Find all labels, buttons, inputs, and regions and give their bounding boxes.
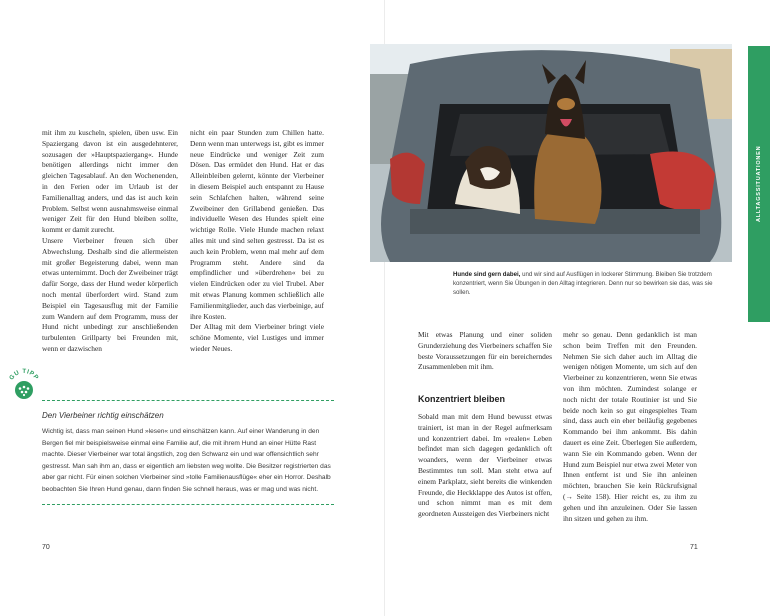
- left-column-2: [190, 128, 324, 355]
- caption-bold: Hunde sind gern dabei,: [453, 271, 521, 278]
- right-column-1-body: [418, 412, 552, 520]
- gu-tip-box: [42, 400, 334, 505]
- tip-top-divider: [42, 400, 334, 401]
- paragraph: Unsere Vierbeiner freuen sich über Abwechslung. Deshalb sind die allermeisten mit großer Begeisterung dabei, wenn man etwas unternimmt. Doch der Zweibeiner trägt dafür Sorge, dass der Hund weder körperlich noch mental überfordert wird. Stand zum Beispiel ein Tagesausflug mit der Familie zum Wandern auf dem Programm, muss der Hund nicht unbedingt zur anschließenden turbulenten Grillparty bei Freunden mit, wenn er dazwischen: [42, 235, 178, 353]
- svg-text:GU TIPP: [8, 368, 40, 382]
- paragraph: mit ihm zu kuscheln, spielen, üben usw. Ein Spaziergang davon ist ein ausgedehnterer, sozusagen der »Hauptspaziergang«. Hunde benötigen allerdings nicht immer den gleichen Tagesablauf. An den Wochenenden, in den Ferien oder im Urlaub ist der Familienalltag anders, und das ist auch kein Problem. Selbst wenn ausnahmsweise einmal weniger Zeit für den Hund bleiben sollte, kommt er damit zurecht.: [42, 128, 178, 235]
- gu-tipp-label: GU TIPP: [8, 367, 40, 382]
- right-column-2: [563, 330, 697, 524]
- page-number-left: 70: [42, 544, 50, 551]
- car-trunk-dogs-photo: [370, 44, 732, 262]
- caption-text: und wir sind auf Ausflügen in lockerer Stimmung. Bleiben Sie trotzdem konzentriert, wenn Sie Übungen in den Alltag integrieren. Denn nur so bewirken sie das, was sie sollen.: [453, 271, 713, 297]
- section-tab-label: ALLTAGSSITUATIONEN: [756, 145, 762, 223]
- tip-title: Den Vierbeiner richtig einschätzen: [42, 411, 164, 420]
- paragraph: mehr so genau. Denn gedanklich ist man schon beim Treffen mit den Freunden. Nehmen Sie sich daher auch im Alltag die wenigen nötigen Momente, um sich auf den Vierbeiner zu konzentrieren, wenn Sie etwas von ihm möchten. Zumindest solange er noch nicht der totale Routinier ist und Sie beide noch kein so gut eingespieltes Team sind, dass auch ein eher beiläufig gegebenes Kommando bei ihm ankommt. Bis dahin dauert es eine Zeit. Überlegen Sie außerdem, wann Sie ein Kommando geben. Wenn der Hund zum Beispiel nur etwa zwei Meter von Ihnen entfernt ist und Sie ihn anleinen möchten, brauchen Sie kein Rückrufsignal (→ Seite 158). Hier reicht es, zu ihm zu gehen und ihn anzuleinen. Oder Sie lassen ihn sitzen und gehen zu ihm.: [563, 330, 697, 523]
- photo-caption: [453, 270, 723, 298]
- right-column-1-intro: [418, 330, 552, 373]
- tip-bottom-divider: [42, 504, 334, 505]
- left-column-1: [42, 128, 178, 355]
- paragraph: nicht ein paar Stunden zum Chillen hatte. Denn wenn man unterwegs ist, gibt es immer neue Eindrücke und weniger Zeit zum Dösen. Das ermüdet den Hund. Hat er das Alleinbleiben gelernt, könnte der Vierbeiner in diesem Beispiel auch entspannt zu Hause sein Schlafchen halten, während seine Zweibeiner den Grillabend genießen. Das individuelle Wesen des Hundes spielt eine wichtige Rolle. Viele Hunde machen relaxt alles mit und sind selten gestresst. Da ist es auch kein Problem, wenn mal mehr auf dem Programm steht. Andere sind da empfindlicher und »überdrehen« bei zu vielen Eindrücken oder zu viel Trubel. Aber mit etwas Planung kommen schließlich alle Familienmitglieder, auch das vierbeinige, auf ihre Kosten.: [190, 128, 324, 321]
- gu-tipp-badge-icon: [6, 366, 42, 402]
- section-heading: Konzentriert bleiben: [418, 394, 506, 404]
- paragraph: Sobald man mit dem Hund bewusst etwas trainiert, ist man in der Regel aufmerksam und konzentriert dabei. Im »realen« Leben befindet man sich dagegen gedanklich oft woanders, wenn der Vierbeiner etwas Bestimmtes tun soll. Man steht etwa auf einem Parkplatz, sieht bereits die winkenden Freunde, die Heckklappe des Autos ist offen, und schon nimmt man es mit dem geordneten Aussteigen des Vierbeiners nicht: [418, 412, 552, 519]
- page-number-right: 71: [690, 544, 698, 551]
- paragraph: Der Alltag mit dem Vierbeiner bringt viele schöne Momente, viel Lustiges und immer wieder Neues.: [190, 322, 324, 353]
- tip-text: Wichtig ist, dass man seinen Hund »lesen« und einschätzen kann. Auf einer Wanderung in den Bergen fiel mir beispielsweise einmal eine Familie auf, die mit ihrem Hund an einer Hütte Rast machte. Dieser Vierbeiner war total ängstlich, zog den Schwanz ein und war offensichtlich sehr gestresst. Man sah ihm an, dass er eigentlich am liebsten weg wollte. Die Besitzer registrierten das aber gar nicht. Für einen solchen Vierbeiner sind »tolle Familienausflüge« eher ein Horror. Deshalb beobachten Sie Ihren Hund genau, dann finden Sie schnell heraus, was er mag und was nicht.: [42, 428, 331, 493]
- paragraph: Mit etwas Planung und einer soliden Grunderziehung des Vierbeiners schaffen Sie beste Voraussetzungen für ein bereicherndes Zusammenleben mit ihm.: [418, 330, 552, 372]
